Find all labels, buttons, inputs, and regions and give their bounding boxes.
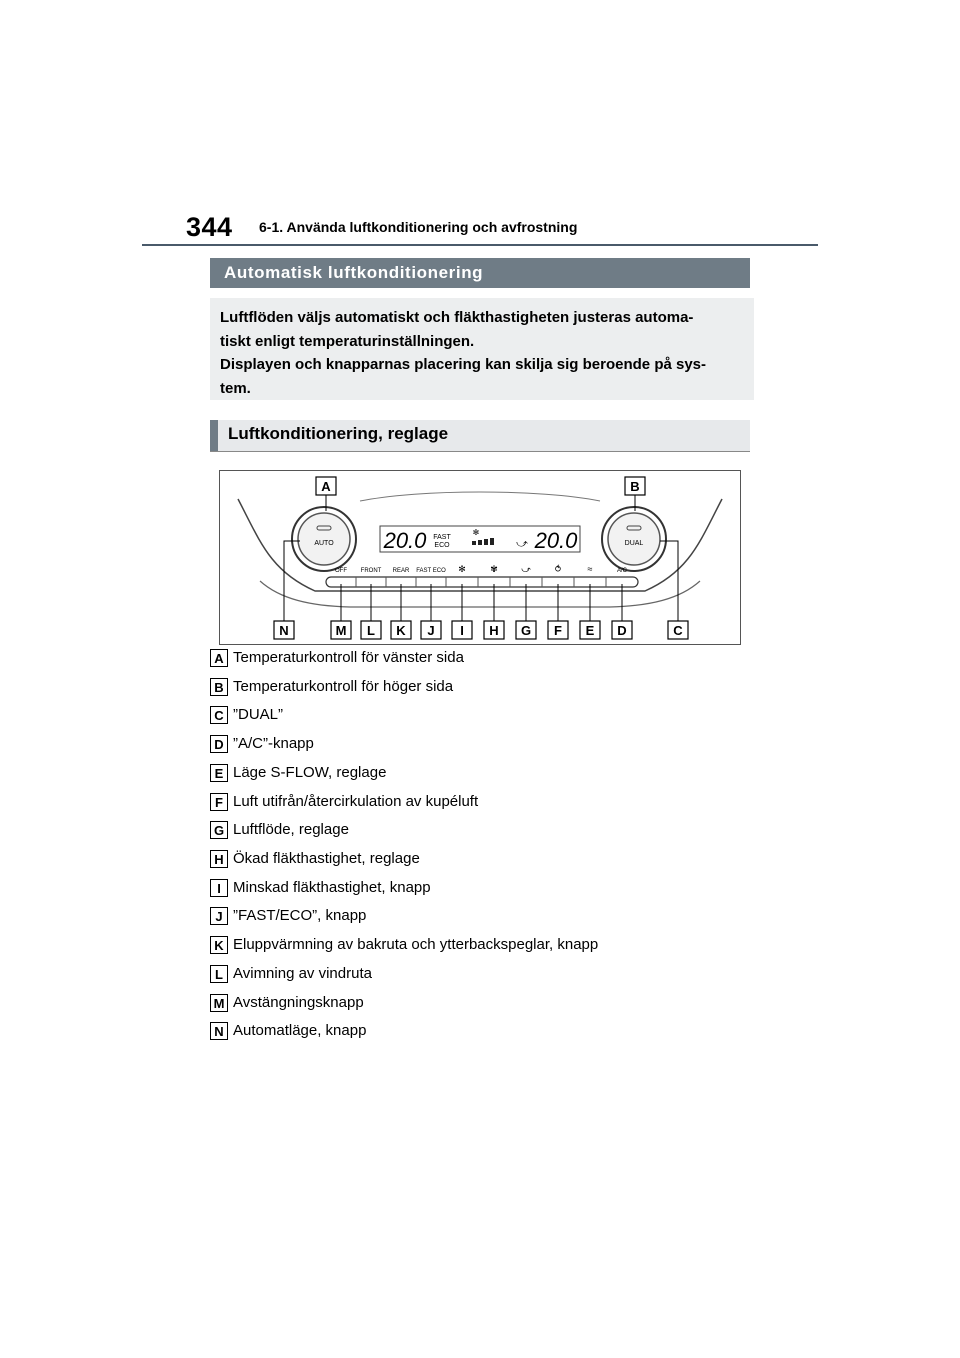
legend-text: Automatläge, knapp [233, 1022, 367, 1039]
legend-letter: J [210, 907, 228, 925]
callout-G [516, 584, 536, 639]
ac-button-label[interactable]: A/C [616, 568, 628, 574]
legend-text: Ökad fläkthastighet, reglage [233, 850, 420, 867]
callout-J [421, 584, 441, 639]
s-flow-icon[interactable]: ≈ [587, 564, 593, 574]
right-temp-readout: 20.0 [534, 528, 578, 553]
legend-text: Läge S-FLOW, reglage [233, 764, 387, 781]
off-button-label[interactable]: OFF [335, 568, 347, 574]
legend-letter: D [210, 735, 228, 753]
intro-line: tiskt enligt temperaturinställningen. [220, 332, 475, 350]
legend-letter: N [210, 1022, 228, 1040]
svg-text:M: M [335, 623, 347, 638]
callout-M [331, 584, 351, 639]
legend-item [210, 649, 770, 669]
legend-item [210, 678, 770, 698]
svg-text:L: L [367, 623, 375, 638]
legend-text: ”FAST/ECO”, knapp [233, 907, 367, 924]
legend-text: Minskad fläkthastighet, knapp [233, 879, 431, 896]
legend-letter: I [210, 879, 228, 897]
svg-text:J: J [427, 623, 435, 638]
legend-letter: M [210, 994, 228, 1012]
legend-letter: F [210, 793, 228, 811]
legend-item [210, 907, 770, 927]
intro-line: Luftflöden väljs automatiskt och fläkthastigheten justeras automa- [220, 309, 694, 326]
legend-item [210, 994, 770, 1014]
callout-I [452, 584, 472, 639]
button-labels [335, 564, 628, 574]
fan-level-bar [484, 539, 488, 545]
legend-item [210, 735, 770, 755]
svg-text:B: B [630, 479, 640, 494]
callout-L [361, 584, 381, 639]
callout-B [625, 477, 645, 511]
legend-item [210, 764, 770, 784]
subsection-rule [210, 451, 750, 452]
fast-eco-button-label[interactable]: FAST ECO [416, 568, 446, 574]
callout-C [660, 541, 688, 639]
legend-item [210, 706, 770, 726]
legend-item [210, 936, 770, 956]
legend-letter: L [210, 965, 228, 983]
left-temperature-knob[interactable] [292, 507, 356, 571]
fan-level-bar [478, 540, 482, 545]
fan-icon: ✻ [472, 528, 480, 537]
callout-H [484, 584, 504, 639]
airflow-mode-button-icon[interactable]: ⤻ [521, 564, 531, 574]
legend-item [210, 850, 770, 870]
legend-text: ”DUAL” [233, 706, 284, 723]
intro-line: tem. [220, 379, 251, 397]
fan-level-bar [490, 538, 494, 545]
svg-text:E: E [585, 623, 595, 638]
fan-down-icon[interactable]: ✻ [458, 564, 466, 574]
legend-letter: C [210, 706, 228, 724]
callout-A [316, 477, 336, 511]
legend-text: Luftflöde, reglage [233, 821, 349, 838]
display-fast-text: FAST [433, 534, 451, 541]
legend-item [210, 965, 770, 985]
svg-text:D: D [617, 623, 627, 638]
legend-item [210, 1022, 770, 1042]
legend-text: Temperaturkontroll för vänster sida [233, 649, 464, 666]
svg-text:G: G [520, 623, 532, 638]
svg-text:H: H [489, 623, 499, 638]
svg-text:A: A [321, 479, 331, 494]
legend-text: ”A/C”-knapp [233, 735, 314, 752]
header-rule [142, 244, 818, 246]
button-strip [326, 577, 638, 587]
rear-defrost-button-label[interactable]: REAR [392, 568, 410, 574]
legend-text: Avstängningsknapp [233, 994, 364, 1011]
fan-level-bar [472, 541, 476, 545]
intro-line: Displayen och knapparnas placering kan skilja sig beroende på sys- [220, 356, 707, 373]
legend-item [210, 793, 770, 813]
callout-F [548, 584, 568, 639]
dual-knob-label: DUAL [624, 540, 644, 547]
legend-text: Avimning av vindruta [233, 965, 372, 982]
legend-letter: B [210, 678, 228, 696]
auto-knob-label: AUTO [314, 540, 334, 547]
callout-K [391, 584, 411, 639]
subsection-title: Luftkonditionering, reglage [210, 420, 750, 452]
svg-text:F: F [554, 623, 562, 638]
svg-text:N: N [279, 623, 289, 638]
legend-item [210, 821, 770, 841]
svg-text:I: I [460, 623, 464, 638]
recirculation-icon[interactable]: ⥀ [554, 564, 562, 574]
legend-item [210, 879, 770, 899]
section-title: Automatisk luftkonditionering [210, 258, 750, 288]
climate-panel-illustration [220, 471, 740, 644]
climate-control-diagram [219, 470, 741, 645]
legend-letter: K [210, 936, 228, 954]
left-temp-readout: 20.0 [383, 528, 427, 553]
svg-text:C: C [673, 623, 683, 638]
legend-letter: G [210, 821, 228, 839]
callout-D [612, 584, 632, 639]
climate-display [380, 526, 580, 553]
panel-top-edge [360, 492, 600, 501]
svg-text:K: K [396, 623, 406, 638]
fan-up-icon[interactable]: ✾ [490, 564, 498, 574]
callout-E [580, 584, 600, 639]
legend-letter: E [210, 764, 228, 782]
panel-lower-edge [260, 581, 700, 607]
intro-box [210, 298, 754, 400]
airflow-mode-icon: ⤻ [516, 538, 528, 550]
front-defrost-button-label[interactable]: FRONT [360, 568, 382, 574]
legend-text: Temperaturkontroll för höger sida [233, 678, 454, 695]
right-temperature-knob[interactable] [602, 507, 666, 571]
legend-text: Luft utifrån/återcirkulation av kupéluft [233, 793, 479, 810]
display-eco-text: ECO [434, 542, 450, 549]
legend-letter: A [210, 649, 228, 667]
legend-text: Eluppvärmning av bakruta och ytterbackspeglar, knapp [233, 936, 599, 953]
page-number: 344 [186, 212, 233, 242]
legend-letter: H [210, 850, 228, 868]
chapter-title: 6-1. Använda luftkonditionering och avfrostning [259, 219, 578, 235]
